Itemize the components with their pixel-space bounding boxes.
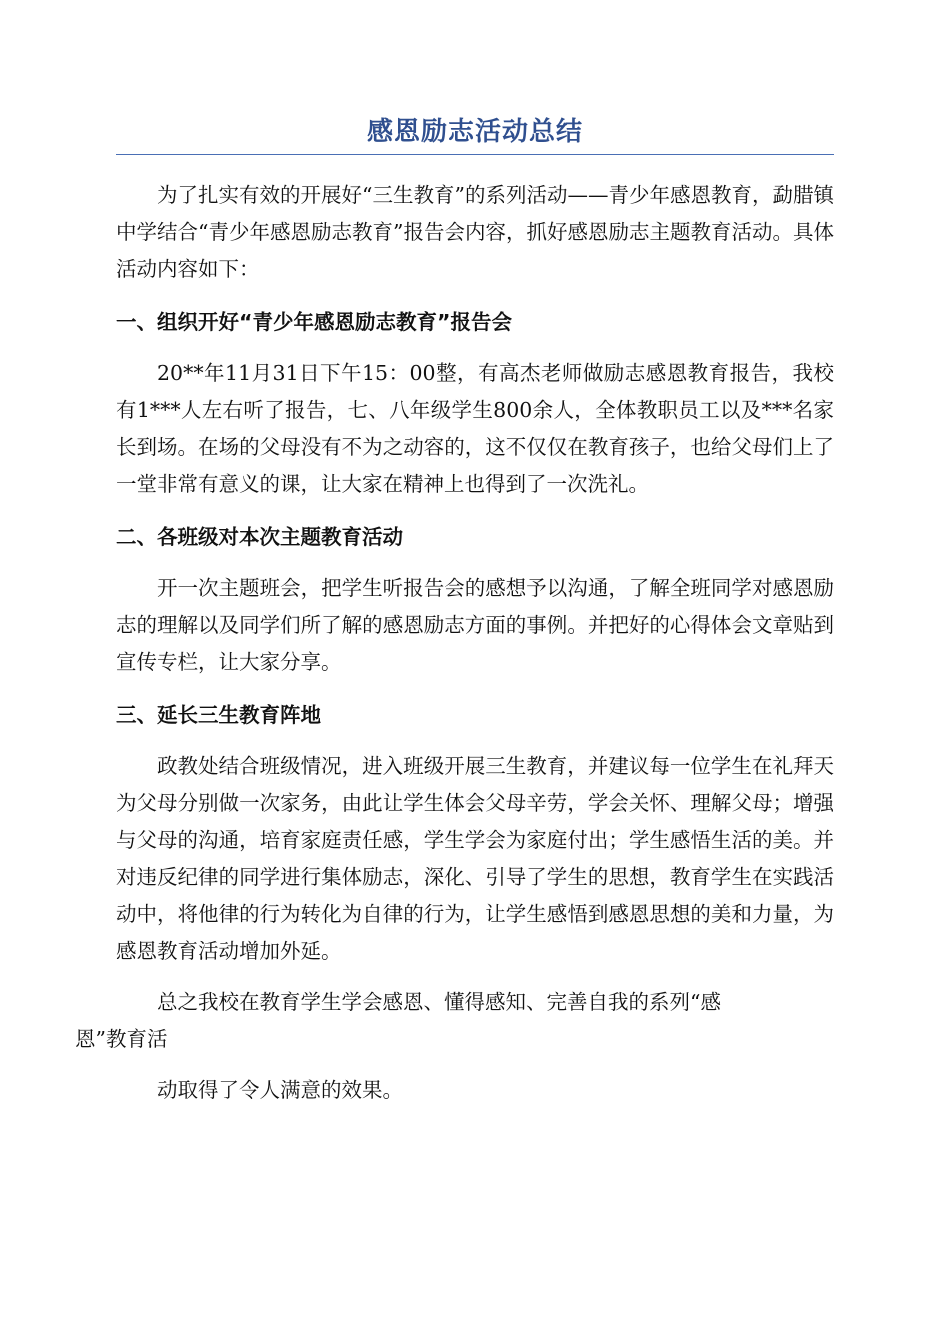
intro-paragraph: 为了扎实有效的开展好“三生教育”的系列活动——青少年感恩教育，勐腊镇中学结合“青少年感恩励志教育”报告会内容，抓好感恩励志主题教育活动。具体活动内容如下： bbox=[116, 183, 834, 281]
closing-line-1: 总之我校在教育学生学会感恩、懂得感知、完善自我的系列“感 bbox=[157, 990, 721, 1014]
section-heading-3: 三、延长三生教育阵地 bbox=[116, 703, 321, 727]
document-page bbox=[75, 110, 834, 1109]
closing-paragraph bbox=[75, 984, 834, 1058]
section-body-1: 20**年11月31日下午15：00整，有高杰老师做励志感恩教育报告，我校有1***人左右听了报告，七、八年级学生800余人，全体教职员工以及***名家长到场。在场的父母没有不为之动容的，这不仅仅在教育孩子，也给父母们上了一堂非常有意义的课，让大家在精神上也得到了一次洗礼。 bbox=[116, 361, 834, 496]
section-body-2: 开一次主题班会，把学生听报告会的感想予以沟通，了解全班同学对感恩励志的理解以及同学们所了解的感恩励志方面的事例。并把好的心得体会文章贴到宣传专栏，让大家分享。 bbox=[116, 576, 834, 674]
section-heading-1: 一、组织开好“青少年感恩励志教育”报告会 bbox=[116, 310, 512, 334]
closing-continuation: 动取得了令人满意的效果。 bbox=[157, 1078, 403, 1102]
section-body-3: 政教处结合班级情况，进入班级开展三生教育，并建议每一位学生在礼拜天为父母分别做一次家务，由此让学生体会父母辛劳，学会关怀、理解父母；增强与父母的沟通，培育家庭责任感，学生学会为家庭付出；学生感悟生活的美。并对违反纪律的同学进行集体励志，深化、引导了学生的思想，教育学生在实践活动中，将他律的行为转化为自律的行为，让学生感悟到感恩思想的美和力量，为感恩教育活动增加外延。 bbox=[116, 754, 834, 963]
document-title: 感恩励志活动总结 bbox=[116, 110, 834, 155]
closing-line-2: 恩”教育活 bbox=[75, 1027, 168, 1051]
section-heading-2: 二、各班级对本次主题教育活动 bbox=[116, 525, 403, 549]
